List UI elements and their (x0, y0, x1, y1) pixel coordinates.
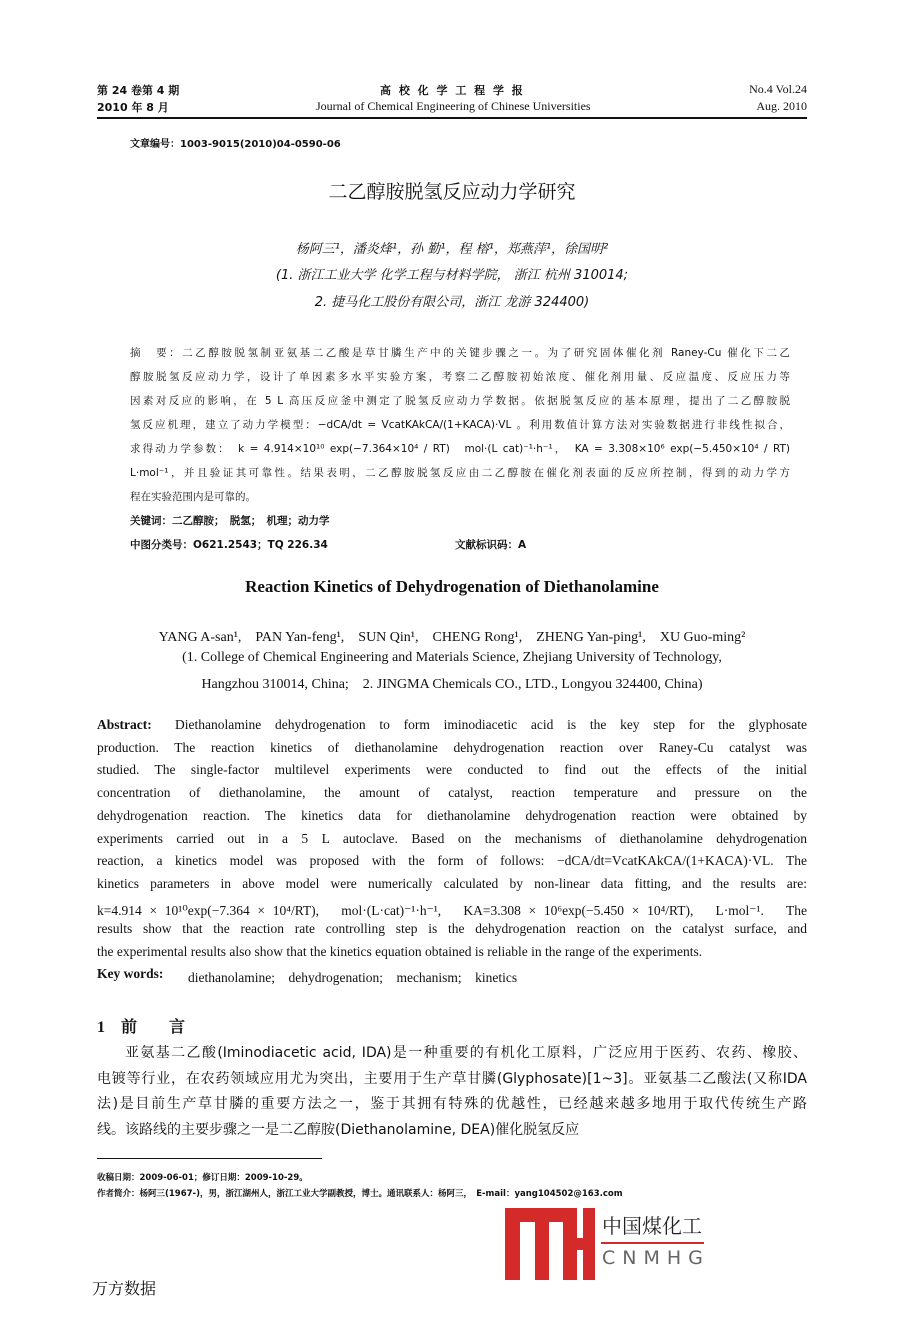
en-title: Reaction Kinetics of Dehydrogenation of Diethanolamine (245, 577, 659, 596)
cn-affiliation-2: 2. 捷马化工股份有限公司，浙江 龙游 324400) (314, 295, 590, 310)
cn-title: 二乙醇胺脱氢反应动力学研究 (328, 181, 576, 203)
header-rule (97, 117, 807, 119)
volume-label: No.4 Vol.24 (749, 82, 807, 96)
footnote-rule (97, 1158, 322, 1159)
source-mark: 万方数据 (92, 1279, 157, 1298)
text-line: 摘 要：二乙醇胺脱氢制亚氨基二乙酸是草甘膦生产中的关键步骤之一。为了研究固体催化剂 Raney-Cu 催化下二乙 (130, 347, 790, 359)
text-line: kinetics parameters in above model were numerically calculated by non-linear data fitting, and the results are: (97, 875, 807, 891)
en-authors: YANG A-san¹, PAN Yan-feng¹, SUN Qin¹, CHENG Rong¹, ZHENG Yan-ping¹, XU Guo-ming² (158, 630, 746, 645)
text-line: 法)是目前生产草甘膦的重要方法之一，鉴于其拥有特殊的优越性，已经越来越多地用于取代传统生产路 (97, 1096, 807, 1112)
date-label: 2010 年 8 月 (97, 101, 169, 114)
text-line: results show that the reaction rate controlling step is the dehydrogenation reaction on the catalyst surface, and (97, 921, 807, 937)
en-keywords: diethanolamine; dehydrogenation; mechanism; kinetics (188, 970, 518, 985)
en-abstract-label: Abstract: (97, 717, 152, 732)
cn-doc-code: 文献标识码：A (455, 539, 527, 551)
footnote-dates: 收稿日期：2009-06-01；修订日期：2009-10-29。 (97, 1173, 308, 1183)
text-line: the experimental results also show that the kinetics equation obtained is reliable in the range of the experiments. (97, 944, 703, 959)
text-line: dehydrogenation reaction. The kinetics data for diethanolamine dehydrogenation reaction were obtained by (97, 807, 807, 823)
en-affiliation-1: (1. College of Chemical Engineering and Materials Science, Zhejiang University of Technology, (182, 650, 722, 665)
text-line: L·mol⁻¹，并且验证其可靠性。结果表明，二乙醇胺脱氢反应由二乙醇胺在催化剂表面的反应所控制，得到的动力学方 (130, 467, 790, 479)
text-line: Diethanolamine dehydrogenation to form iminodiacetic acid is the key step for the glyphosate (175, 717, 807, 732)
journal-title-en: Journal of Chemical Engineering of Chinese Universities (316, 99, 591, 113)
journal-title-cn: 高 校 化 学 工 程 学 报 (380, 84, 525, 97)
en-affiliation-2: Hangzhou 310014, China; 2. JINGMA Chemicals CO., LTD., Longyou 324400, China) (201, 677, 703, 692)
cn-authors: 杨阿三¹，潘炎烽¹，孙 勤¹，程 榕¹，郑燕萍¹，徐国明² (295, 242, 609, 257)
text-line: 程在实验范围内是可靠的。 (130, 491, 256, 503)
text-line: 因素对反应的影响，在 5 L 高压反应釜中测定了脱氢反应动力学数据。依据脱氢反应的基本原理，提出了二乙醇胺脱 (130, 395, 790, 407)
watermark-cn-text: 中国煤化工 (602, 1214, 702, 1238)
cnmhg-watermark-logo (505, 1208, 715, 1280)
cn-clc: 中图分类号：O621.2543；TQ 226.34 (130, 539, 328, 551)
text-line: experiments carried out in a 5 L autoclave. Based on the mechanisms of diethanolamine dehydrogenation (97, 830, 807, 846)
en-keywords-label: Key words: (97, 966, 164, 981)
footnote-author: 作者简介：杨阿三(1967-)，男，浙江湖州人，浙江工业大学副教授，博士。通讯联系人：杨阿三， E-mail：yang104502@163.com (97, 1189, 623, 1199)
issue-label: 第 24 卷第 4 期 (97, 84, 180, 97)
cn-keywords: 关键词：二乙醇胺； 脱氢； 机理；动力学 (130, 515, 330, 527)
section-heading: 1 前 言 (97, 1019, 186, 1036)
text-line: 亚氨基二乙酸(Iminodiacetic acid, IDA)是一种重要的有机化工原料，广泛应用于医药、农药、橡胶、 (125, 1045, 807, 1061)
text-line: 醇胺脱氢反应动力学，设计了单因素多水平实验方案，考察二乙醇胺初始浓度、催化剂用量、反应温度、反应压力等 (130, 371, 790, 383)
text-line: production. The reaction kinetics of diethanolamine dehydrogenation reaction over Raney-Cu catalyst was (97, 739, 807, 755)
text-line: concentration of diethanolamine, the amount of catalyst, reaction temperature and pressure on the (97, 785, 807, 801)
text-line: 电镀等行业，在农药领域应用尤为突出，主要用于生产草甘膦(Glyphosate)[1~3]。亚氨基二乙酸法(又称IDA (97, 1070, 807, 1087)
article-id: 文章编号：1003-9015(2010)04-0590-06 (130, 139, 341, 150)
text-line: reaction, a kinetics model was proposed with the form of follows: −dCA/dt=VcatKAkCA/(1+KACA)·VL. The (97, 853, 807, 869)
watermark-en-text: CNMHG (602, 1247, 710, 1269)
text-line: studied. The single-factor multilevel experiments were conducted to find out the effects of the initial (97, 762, 807, 778)
cn-affiliation-1: (1. 浙江工业大学 化学工程与材料学院， 浙江 杭州 310014; (275, 268, 629, 283)
text-line: k=4.914 × 10¹⁰exp(−7.364 × 10⁴/RT), mol·(L·cat)⁻¹·h⁻¹, KA=3.308 × 10⁶exp(−5.450 × 10⁴/RT), L·mol⁻¹. The (97, 902, 807, 918)
text-line: 线。该路线的主要步骤之一是二乙醇胺(Diethanolamine, DEA)催化脱氢反应 (97, 1121, 580, 1138)
text-line: 氢反应机理，建立了动力学模型：−dCA/dt = VcatKAkCA/(1+KACA)·VL 。利用数值计算方法对实验数据进行非线性拟合， (130, 419, 790, 431)
date-label-en: Aug. 2010 (756, 99, 807, 113)
text-line: 求得动力学参数： k = 4.914×10¹⁰ exp(−7.364×10⁴ / RT) mol·(L cat)⁻¹·h⁻¹， KA = 3.308×10⁶ exp(−5.450×10⁴ / RT) (130, 443, 790, 455)
